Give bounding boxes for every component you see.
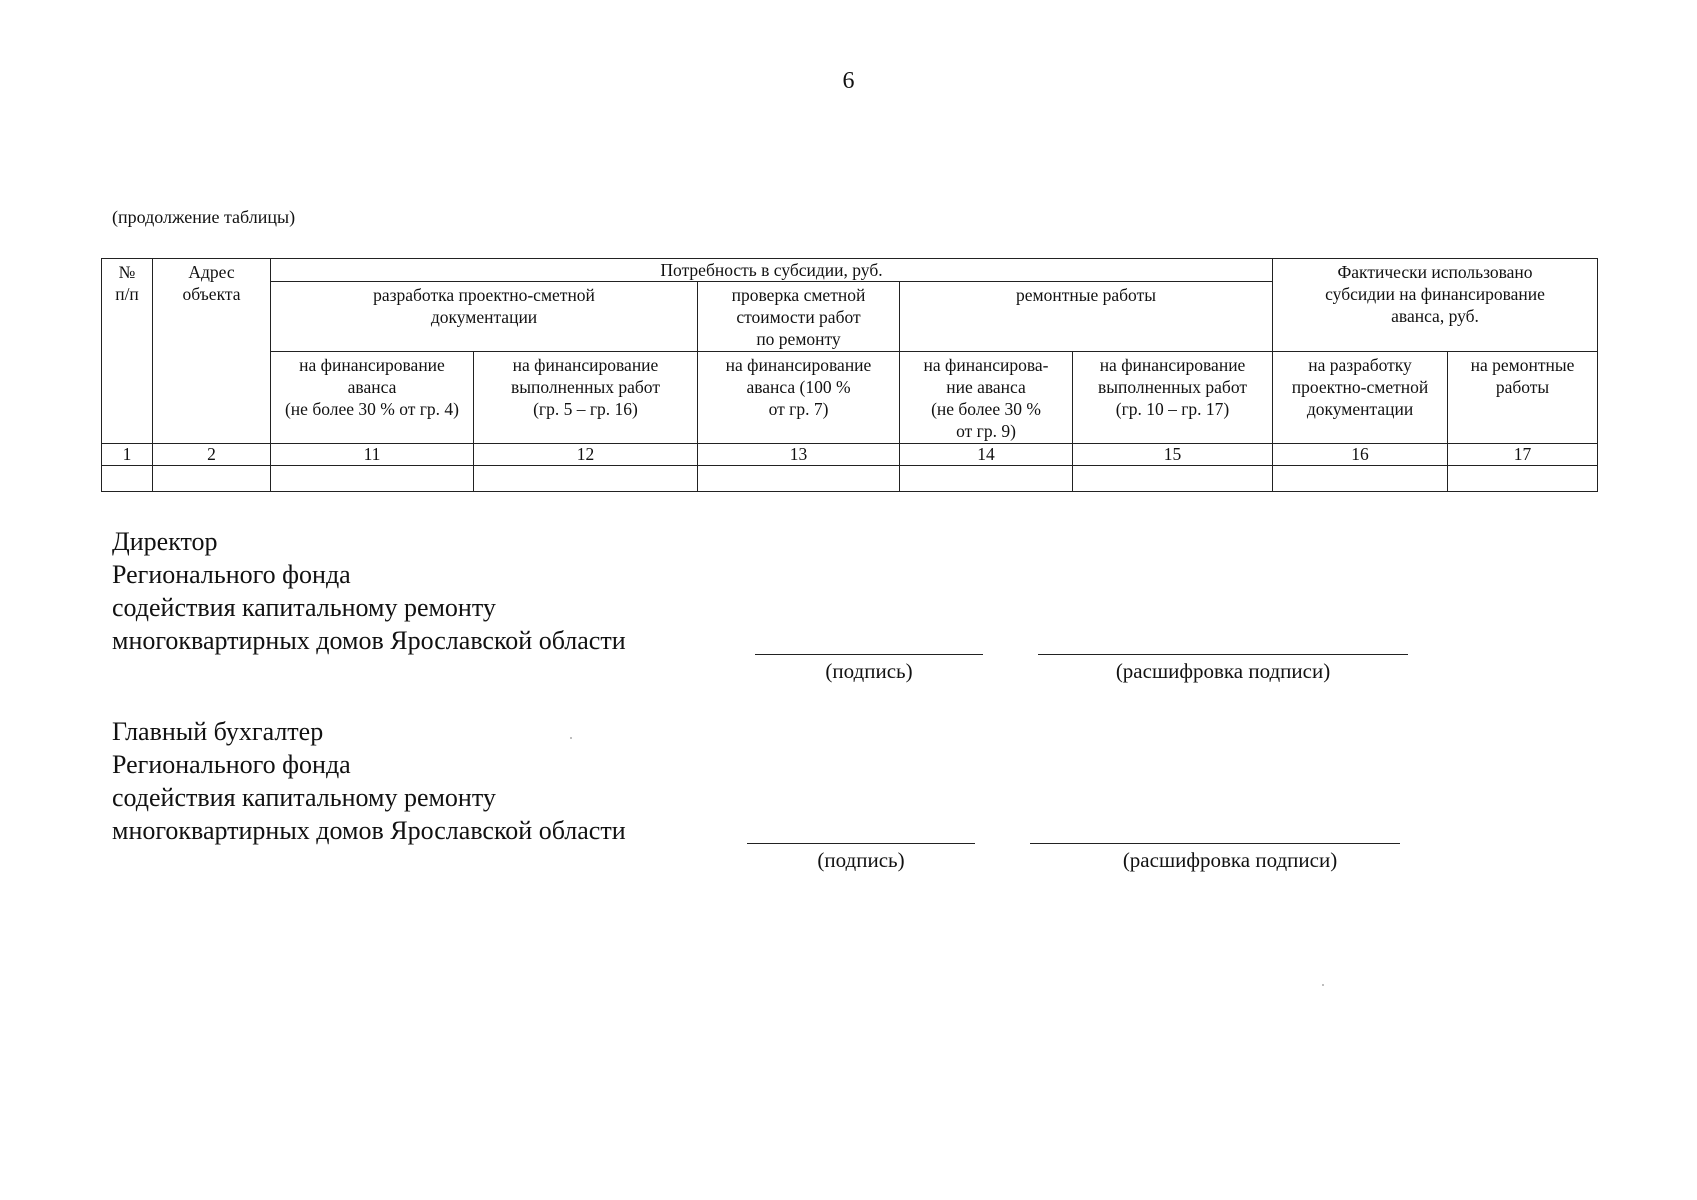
accountant-signature-caption: (подпись) xyxy=(817,848,905,872)
header-estimate-check xyxy=(698,282,900,352)
accountant-title-line: многоквартирных домов Ярославской области xyxy=(112,816,626,845)
director-title-line: многоквартирных домов Ярославской области xyxy=(112,626,626,655)
column-number-row xyxy=(102,444,1598,466)
header-col-14-label: на финансирова- ние аванса (не более 30 % от гр. 9) xyxy=(923,355,1049,441)
column-number: 16 xyxy=(1273,444,1448,466)
column-number: 12 xyxy=(474,444,698,466)
header-col-17-label: на ремонтные работы xyxy=(1470,355,1575,397)
scan-speck xyxy=(1322,984,1324,986)
accountant-decode-caption: (расшифровка подписи) xyxy=(1122,848,1338,872)
column-number: 14 xyxy=(900,444,1073,466)
empty-cell xyxy=(1448,466,1598,492)
empty-cell xyxy=(1073,466,1273,492)
header-col-13 xyxy=(698,352,900,444)
table-continuation-label: (продолжение таблицы) xyxy=(112,207,296,227)
header-repair-works xyxy=(900,282,1273,352)
header-subsidy-need xyxy=(271,259,1273,282)
column-number: 17 xyxy=(1448,444,1598,466)
empty-cell xyxy=(153,466,271,492)
header-address xyxy=(153,259,271,444)
header-col-12-label: на финансирование выполненных работ (гр. 5 – гр. 16) xyxy=(511,355,660,419)
column-number: 2 xyxy=(153,444,271,466)
accountant-signature-line xyxy=(747,843,975,844)
header-col-11-label: на финансирование аванса (не более 30 % от гр. 4) xyxy=(284,355,460,419)
header-design-docs xyxy=(271,282,698,352)
header-col-15 xyxy=(1073,352,1273,444)
director-title-block xyxy=(112,525,626,657)
scan-speck xyxy=(570,737,572,739)
header-actual-used-label: Фактически использовано субсидии на финансирование аванса, руб. xyxy=(1325,262,1545,326)
page-number: 6 xyxy=(842,68,855,94)
accountant-title-block xyxy=(112,715,626,847)
header-repair-works-label: ремонтные работы xyxy=(1016,285,1156,305)
header-subsidy-need-label: Потребность в субсидии, руб. xyxy=(660,260,883,280)
accountant-title-line: содействия капитальному ремонту xyxy=(112,783,496,812)
empty-cell xyxy=(474,466,698,492)
column-number: 1 xyxy=(102,444,153,466)
empty-cell xyxy=(271,466,474,492)
column-number: 15 xyxy=(1073,444,1273,466)
column-number: 13 xyxy=(698,444,900,466)
header-col-16-label: на разработку проектно-сметной документации xyxy=(1291,355,1429,419)
empty-cell xyxy=(1273,466,1448,492)
header-actual-used xyxy=(1273,259,1598,352)
director-decode-line xyxy=(1038,654,1408,655)
header-col-14 xyxy=(900,352,1073,444)
accountant-title-line: Регионального фонда xyxy=(112,750,351,779)
empty-data-row xyxy=(102,466,1598,492)
header-row-number xyxy=(102,259,153,444)
director-title-line: Регионального фонда xyxy=(112,560,351,589)
empty-cell xyxy=(698,466,900,492)
subsidy-table xyxy=(101,258,1598,492)
column-number: 11 xyxy=(271,444,474,466)
header-col-16 xyxy=(1273,352,1448,444)
header-col-17 xyxy=(1448,352,1598,444)
accountant-title-line: Главный бухгалтер xyxy=(112,717,324,746)
empty-cell xyxy=(900,466,1073,492)
header-col-15-label: на финансирование выполненных работ (гр. 10 – гр. 17) xyxy=(1098,355,1247,419)
header-col-13-label: на финансирование аванса (100 % от гр. 7) xyxy=(725,355,872,419)
header-col-11 xyxy=(271,352,474,444)
director-signature-line xyxy=(755,654,983,655)
header-row-number-label: № п/п xyxy=(115,262,139,304)
director-signature-caption: (подпись) xyxy=(825,659,913,683)
director-title-line: содействия капитальному ремонту xyxy=(112,593,496,622)
accountant-decode-line xyxy=(1030,843,1400,844)
header-address-label: Адрес объекта xyxy=(182,262,241,304)
header-design-docs-label: разработка проектно-сметной документации xyxy=(373,285,595,327)
header-estimate-check-label: проверка сметной стоимости работ по ремонту xyxy=(731,285,866,349)
empty-cell xyxy=(102,466,153,492)
director-decode-caption: (расшифровка подписи) xyxy=(1115,659,1331,683)
director-title-line: Директор xyxy=(112,527,218,556)
header-col-12 xyxy=(474,352,698,444)
